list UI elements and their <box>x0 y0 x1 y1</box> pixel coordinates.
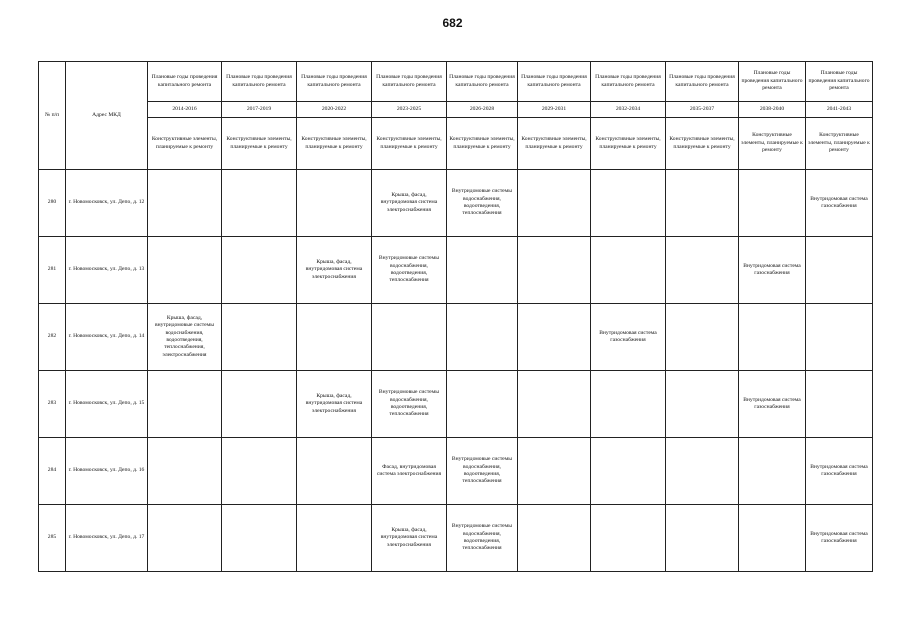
period-elements: Конструктивные элементы, планируемые к ремонту <box>739 118 806 170</box>
period-title: Плановые годы проведения капитального ремонта <box>666 62 739 102</box>
repair-cell: Крыша, фасад, внутридомовая система электроснабжения <box>297 237 372 304</box>
period-years: 2020-2022 <box>297 102 372 118</box>
repair-cell <box>297 505 372 572</box>
repair-cell <box>591 371 666 438</box>
period-elements: Конструктивные элементы, планируемые к ремонту <box>806 118 873 170</box>
repair-cell <box>806 371 873 438</box>
repair-cell: Крыша, фасад, внутридомовые системы водоснабжения, водоотведения, теплоснабжения, электроснабжения <box>148 304 222 371</box>
period-elements: Конструктивные элементы, планируемые к ремонту <box>666 118 739 170</box>
page-number: 682 <box>442 16 463 30</box>
repair-cell: Внутридомовые системы водоснабжения, водоотведения, теплоснабжения <box>447 170 518 237</box>
repair-cell: Крыша, фасад, внутридомовая система электроснабжения <box>297 371 372 438</box>
repair-cell <box>591 170 666 237</box>
repair-cell <box>518 371 591 438</box>
repair-cell: Внутридомовая система газоснабжения <box>591 304 666 371</box>
period-elements: Конструктивные элементы, планируемые к ремонту <box>447 118 518 170</box>
row-number: 285 <box>39 505 66 572</box>
period-elements: Конструктивные элементы, планируемые к ремонту <box>591 118 666 170</box>
repair-cell: Внутридомовые системы водоснабжения, водоотведения, теплоснабжения <box>447 505 518 572</box>
repair-cell: Внутридомовые системы водоснабжения, водоотведения, теплоснабжения <box>372 371 447 438</box>
repair-cell <box>372 304 447 371</box>
repair-cell <box>297 170 372 237</box>
repair-cell <box>148 505 222 572</box>
row-address: г. Новомосковск, ул. Депо, д. 17 <box>66 505 148 572</box>
repair-cell <box>666 237 739 304</box>
repair-cell <box>739 505 806 572</box>
period-years: 2038-2040 <box>739 102 806 118</box>
repair-cell: Внутридомовая система газоснабжения <box>739 371 806 438</box>
table-row <box>39 304 873 371</box>
row-address: г. Новомосковск, ул. Депо, д. 13 <box>66 237 148 304</box>
repair-cell: Фасад, внутридомовая система электроснабжения <box>372 438 447 505</box>
repair-cell <box>447 371 518 438</box>
capital-repair-table <box>38 61 873 572</box>
repair-cell <box>222 438 297 505</box>
repair-cell: Внутридомовая система газоснабжения <box>806 170 873 237</box>
table-row <box>39 505 873 572</box>
repair-cell: Внутридомовые системы водоснабжения, водоотведения, теплоснабжения <box>447 438 518 505</box>
period-title: Плановые годы проведения капитального ремонта <box>447 62 518 102</box>
repair-cell <box>806 304 873 371</box>
repair-cell <box>148 170 222 237</box>
period-years: 2026-2028 <box>447 102 518 118</box>
row-number: 282 <box>39 304 66 371</box>
repair-cell <box>666 304 739 371</box>
row-address: г. Новомосковск, ул. Депо, д. 14 <box>66 304 148 371</box>
repair-cell: Крыша, фасад, внутридомовая система электроснабжения <box>372 170 447 237</box>
repair-cell <box>666 371 739 438</box>
row-address: г. Новомосковск, ул. Депо, д. 12 <box>66 170 148 237</box>
repair-cell <box>591 237 666 304</box>
repair-cell <box>518 505 591 572</box>
repair-cell: Внутридомовые системы водоснабжения, водоотведения, теплоснабжения <box>372 237 447 304</box>
repair-cell <box>297 438 372 505</box>
repair-cell <box>222 371 297 438</box>
row-number: 284 <box>39 438 66 505</box>
table-row <box>39 237 873 304</box>
period-years: 2014-2016 <box>148 102 222 118</box>
row-number: 283 <box>39 371 66 438</box>
period-years: 2029-2031 <box>518 102 591 118</box>
period-title: Плановые годы проведения капитального ремонта <box>222 62 297 102</box>
repair-cell <box>222 170 297 237</box>
period-title: Плановые годы проведения капитального ремонта <box>148 62 222 102</box>
row-number: 280 <box>39 170 66 237</box>
repair-cell <box>518 237 591 304</box>
repair-cell: Внутридомовая система газоснабжения <box>806 505 873 572</box>
period-title: Плановые годы проведения капитального ремонта <box>591 62 666 102</box>
repair-cell <box>739 170 806 237</box>
repair-cell <box>297 304 372 371</box>
repair-cell <box>518 438 591 505</box>
repair-cell: Внутридомовая система газоснабжения <box>739 237 806 304</box>
period-title: Плановые годы проведения капитального ремонта <box>297 62 372 102</box>
repair-cell <box>148 237 222 304</box>
period-title: Плановые годы проведения капитального ремонта <box>739 62 806 102</box>
period-elements: Конструктивные элементы, планируемые к ремонту <box>222 118 297 170</box>
repair-cell <box>666 170 739 237</box>
repair-cell <box>739 438 806 505</box>
row-address: г. Новомосковск, ул. Депо, д. 15 <box>66 371 148 438</box>
table-row <box>39 170 873 237</box>
col-num-header: № п/п <box>39 62 66 170</box>
repair-cell <box>148 438 222 505</box>
repair-cell <box>222 505 297 572</box>
repair-cell <box>518 170 591 237</box>
repair-cell <box>591 505 666 572</box>
repair-cell <box>518 304 591 371</box>
repair-cell <box>447 237 518 304</box>
period-years: 2032-2034 <box>591 102 666 118</box>
repair-cell <box>666 505 739 572</box>
repair-cell <box>447 304 518 371</box>
period-years: 2035-2037 <box>666 102 739 118</box>
row-address: г. Новомосковск, ул. Депо, д. 16 <box>66 438 148 505</box>
period-title: Плановые годы проведения капитального ремонта <box>518 62 591 102</box>
period-elements: Конструктивные элементы, планируемые к ремонту <box>297 118 372 170</box>
repair-cell <box>222 304 297 371</box>
table-row <box>39 438 873 505</box>
period-years: 2041-2043 <box>806 102 873 118</box>
repair-cell: Крыша, фасад, внутридомовая система электроснабжения <box>372 505 447 572</box>
period-years: 2017-2019 <box>222 102 297 118</box>
repair-cell <box>591 438 666 505</box>
period-elements: Конструктивные элементы, планируемые к ремонту <box>372 118 447 170</box>
repair-cell <box>666 438 739 505</box>
repair-cell <box>806 237 873 304</box>
repair-cell <box>222 237 297 304</box>
period-title: Плановые годы проведения капитального ремонта <box>372 62 447 102</box>
repair-cell <box>148 371 222 438</box>
repair-cell <box>739 304 806 371</box>
period-elements: Конструктивные элементы, планируемые к ремонту <box>148 118 222 170</box>
table-row <box>39 371 873 438</box>
period-years: 2023-2025 <box>372 102 447 118</box>
col-address-header: Адрес МКД <box>66 62 148 170</box>
period-title: Плановые годы проведения капитального ремонта <box>806 62 873 102</box>
period-elements: Конструктивные элементы, планируемые к ремонту <box>518 118 591 170</box>
repair-cell: Внутридомовая система газоснабжения <box>806 438 873 505</box>
row-number: 281 <box>39 237 66 304</box>
